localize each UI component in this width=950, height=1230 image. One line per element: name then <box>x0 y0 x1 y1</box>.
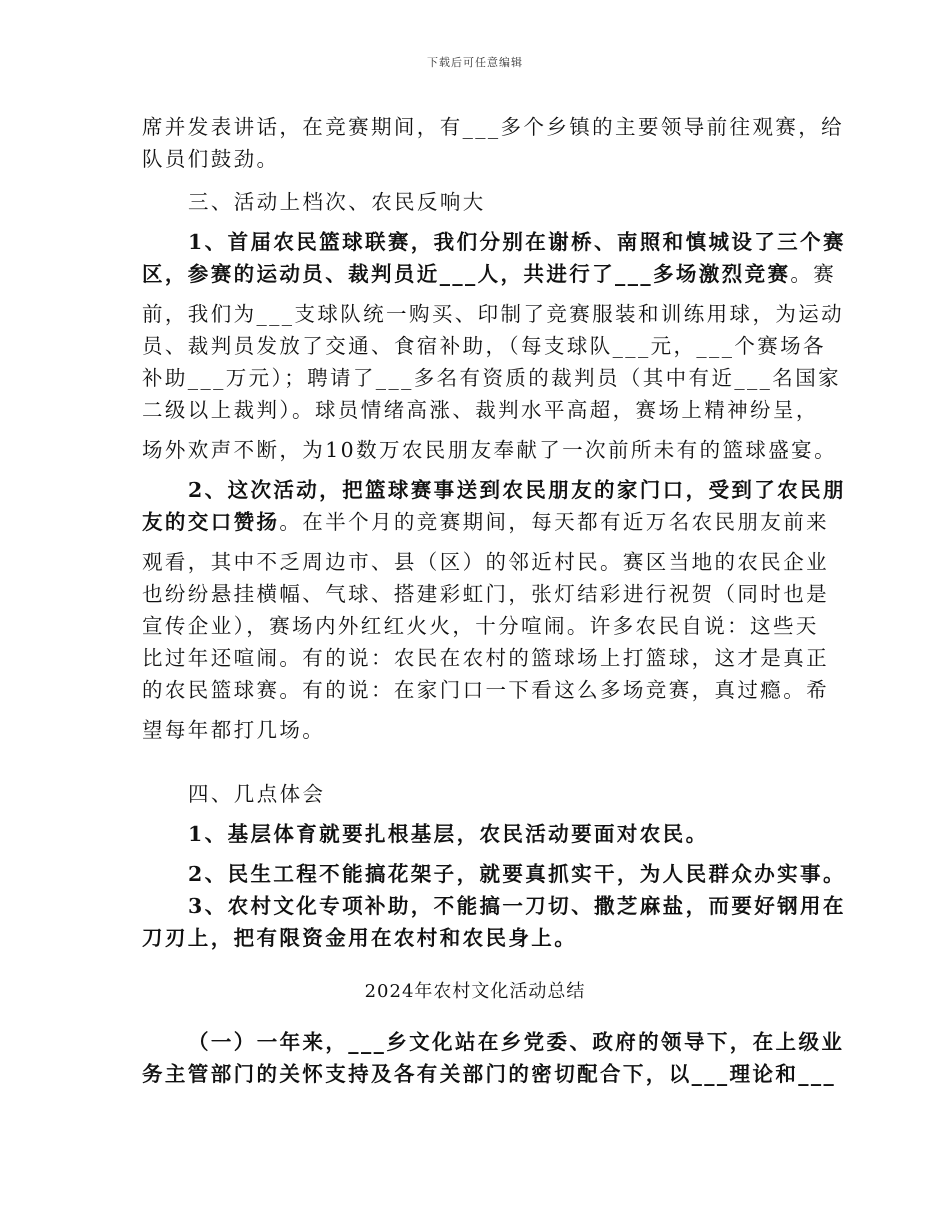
bold-text-run: 1、基层体育就要扎根基层，农民活动要面对农民。 <box>188 822 709 846</box>
bold-text-run: 2、这次活动，把篮球赛事送到农民朋友的家门口，受到了农民朋 <box>188 478 846 502</box>
text-line <box>142 610 819 642</box>
text-line <box>188 818 708 850</box>
text-run: 也纷纷悬挂横幅、气球、搭建彩虹门，张灯结彩进行祝贺（同时也是 <box>142 582 829 606</box>
text-line <box>188 474 846 506</box>
bold-text-run: 2、民生工程不能搞花架子，就要真抓实干，为人民群众办实事。 <box>188 862 846 886</box>
text-line <box>142 546 829 578</box>
bold-text-run: 3、农村文化专项补助，不能搞一刀切、撒芝麻盐，而要好钢用在 <box>188 894 846 918</box>
text-line <box>142 714 325 746</box>
text-line <box>142 143 279 175</box>
text-line <box>142 642 829 674</box>
text-run: 。赛 <box>790 262 837 286</box>
text-run: 观看，其中不乏周边市、县（区）的邻近村民。赛区当地的农民企业 <box>142 550 829 574</box>
text-run: 比过年还喧闹。有的说：农民在农村的篮球场上打篮球，这才是真正 <box>142 646 829 670</box>
bold-text-run: （一）一年来，___乡文化站在乡党委、政府的领导下，在上级业 <box>188 1030 845 1054</box>
text-line <box>142 506 829 538</box>
bold-text-run: 刀刃上，把有限资金用在农村和农民身上。 <box>142 926 578 950</box>
text-run: 望每年都打几场。 <box>142 718 326 742</box>
text-line <box>142 330 826 362</box>
text-run: 补助___万元）；聘请了___多名有资质的裁判员（其中有近___名国家 <box>142 366 841 390</box>
text-run: 席并发表讲话，在竞赛期间，有___多个乡镇的主要领导前往观赛，给 <box>142 115 845 139</box>
text-run: 队员们鼓劲。 <box>142 147 280 171</box>
text-run: 的农民篮球赛。有的说：在家门口一下看这么多场竞赛，真过瘾。希 <box>142 678 829 702</box>
text-line <box>142 362 841 394</box>
bold-text-run: 区，参赛的运动员、裁判员近___人，共进行了___多场激烈竞赛 <box>142 262 791 286</box>
text-run: 宣传企业），赛场内外红红火火，十分喧闹。许多农民自说：这些天 <box>142 614 819 638</box>
text-run: 四、几点体会 <box>188 782 326 806</box>
text-run: 三、活动上档次、农民反响大 <box>188 190 486 214</box>
text-run: 前，我们为___支球队统一购买、印制了竞赛服装和训练用球，为运动 <box>142 302 845 326</box>
text-line <box>188 858 846 890</box>
text-run: 场外欢声不断，为10数万农民朋友奉献了一次前所未有的篮球盛宴。 <box>142 438 837 462</box>
text-line <box>188 1026 844 1058</box>
text-line <box>142 298 844 330</box>
text-run: 员、裁判员发放了交通、食宿补助，（每支球队___元，___个赛场各 <box>142 334 826 358</box>
text-line <box>142 111 844 143</box>
text-line <box>142 434 837 466</box>
bold-text-run: 务主管部门的关怀支持及各有关部门的密切配合下，以___理论和___ <box>142 1062 837 1086</box>
text-line <box>188 778 325 810</box>
text-run: 二级以上裁判）。球员情绪高涨、裁判水平高超，赛场上精神纷呈， <box>142 398 819 422</box>
bold-text-run: 友的交口赞扬 <box>142 510 280 534</box>
bold-text-run: 1、首届农民篮球联赛，我们分别在谢桥、南照和慎城设了三个赛 <box>188 230 846 254</box>
text-line <box>142 1058 836 1090</box>
text-line <box>188 890 846 922</box>
text-line <box>142 674 829 706</box>
text-line <box>142 922 577 954</box>
text-line <box>142 258 836 290</box>
page-header: 下载后可任意编辑 <box>427 56 523 69</box>
text-run: 。在半个月的竞赛期间，每天都有近万名农民朋友前来 <box>279 510 830 534</box>
text-line <box>142 394 819 426</box>
document-title: 2024年农村文化活动总结 <box>364 981 586 1002</box>
text-line <box>188 226 846 258</box>
text-line <box>188 186 486 218</box>
text-line <box>142 578 829 610</box>
